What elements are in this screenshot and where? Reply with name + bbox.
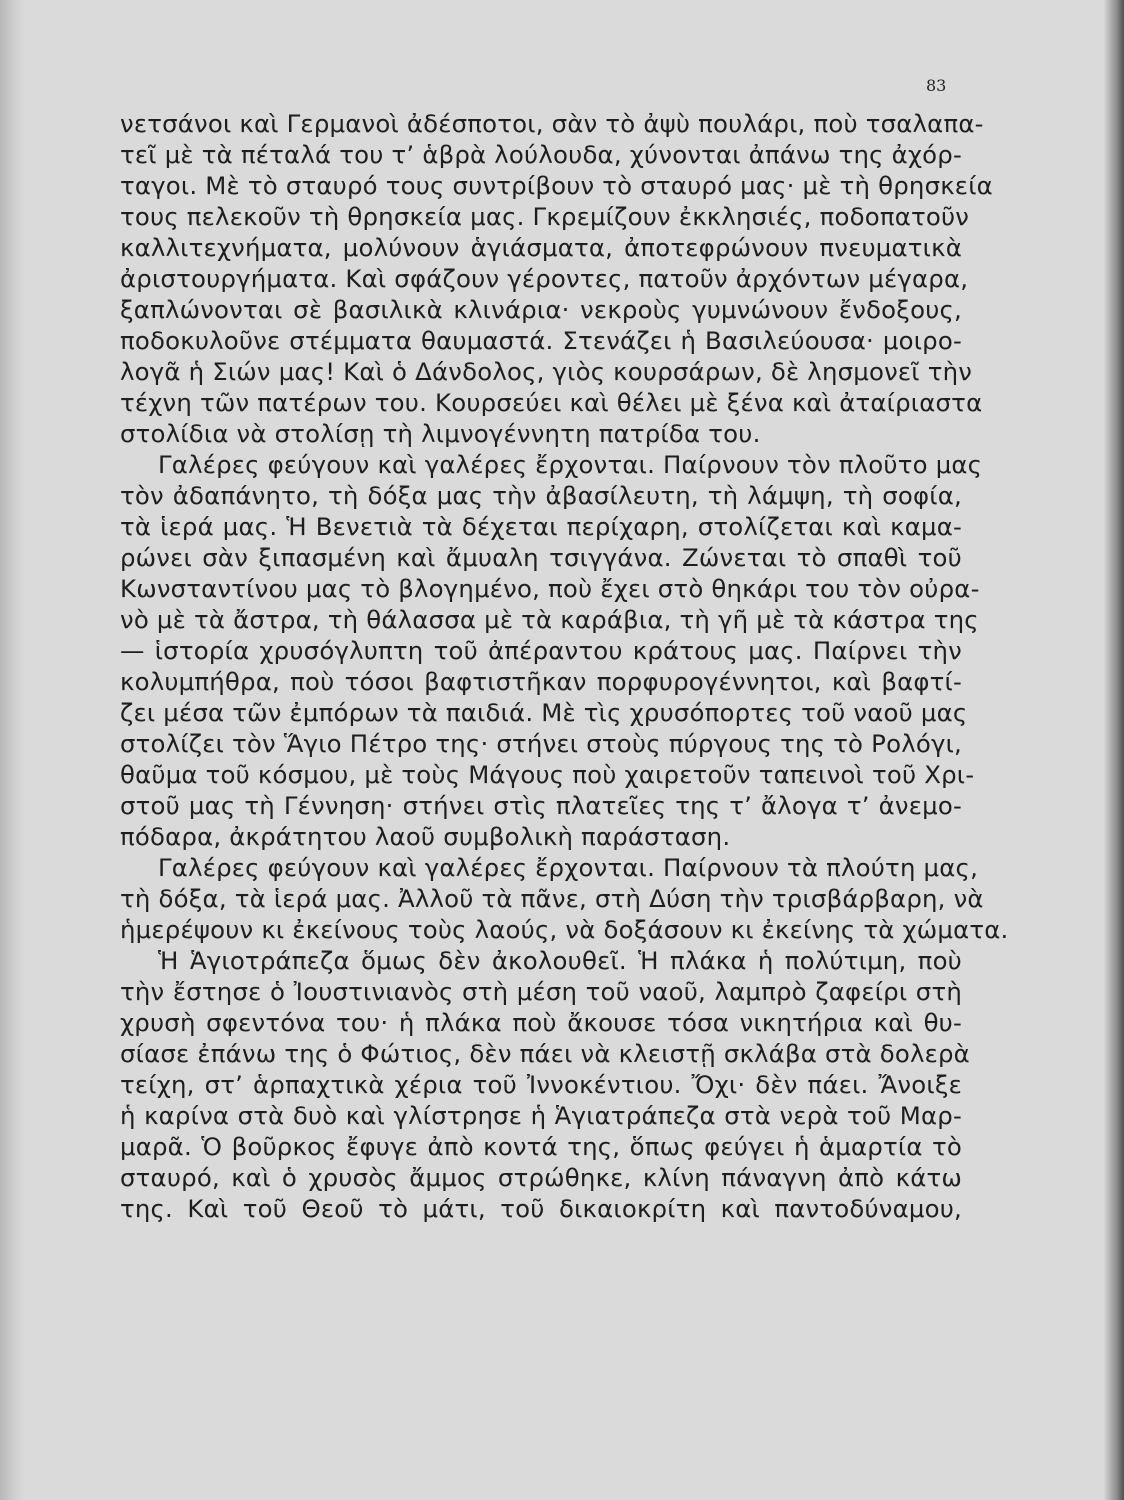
paragraph-1 [120, 108, 993, 449]
text-line: νὸ μὲ τὰ ἄστρα, τὴ θάλασσα μὲ τὰ καράβια, τὴ γῆ μὲ τὰ κάστρα της [120, 605, 979, 634]
text-line: — ἱστορία χρυσόγλυπτη τοῦ ἀπέραντου κράτους μας. Παίρνει τὴν [120, 636, 962, 665]
page-edge-shadow [1104, 0, 1124, 1500]
text-line: ποδοκυλοῦνε στέμματα θαυμαστά. Στενάζει ἡ Βασιλεύουσα· μοιρο- [120, 326, 962, 355]
text-line: λογᾶ ἡ Σιών μας! Καὶ ὁ Δάνδολος, γιὸς κουρσάρων, δὲ λησμονεῖ τὴν [120, 357, 973, 386]
text-line: πόδαρα, ἀκράτητου λαοῦ συμβολικὴ παράσταση. [120, 822, 731, 851]
paragraph-2 [120, 449, 983, 852]
text-line: ζει μέσα τῶν ἐμπόρων τὰ παιδιά. Μὲ τὶς χρυσόπορτες τοῦ ναοῦ μας [120, 698, 968, 727]
text-line: σίασε ἐπάνω της ὁ Φώτιος, δὲν πάει νὰ κλειστῇ σκλάβα στὰ δολερὰ [120, 1039, 970, 1068]
page-number: 83 [926, 76, 947, 95]
text-line: καλλιτεχνήματα, μολύνουν ἁγιάσματα, ἀποτεφρώνουν πνευματικὰ [120, 233, 962, 262]
text-line: ἀριστουργήματα. Καὶ σφάζουν γέροντες, πατοῦν ἀρχόντων μέγαρα, [120, 264, 969, 293]
text-line: τείχη, στ’ ἁρπαχτικὰ χέρια τοῦ Ἰννοκέντιου. Ὄχι· δὲν πάει. Ἄνοιξε [120, 1070, 962, 1099]
text-line: στοῦ μας τὴ Γέννηση· στήνει στὶς πλατεῖες της τ’ ἄλογα τ’ ἀνεμο- [120, 791, 962, 820]
body-text [120, 108, 1009, 1224]
text-line: ἡ καρίνα στὰ δυὸ καὶ γλίστρησε ἡ Ἁγιατράπεζα στὰ νερὰ τοῦ Μαρ- [120, 1101, 962, 1130]
text-line: ξαπλώνονται σὲ βασιλικὰ κλινάρια· νεκροὺς γυμνώνουν ἔνδοξους, [120, 295, 962, 324]
text-line: κολυμπήθρα, ποὺ τόσοι βαφτιστῆκαν πορφυρογέννητοι, καὶ βαφτί- [120, 667, 962, 696]
text-line: θαῦμα τοῦ κόσμου, μὲ τοὺς Μάγους ποὺ χαιρετοῦν ταπεινοὶ τοῦ Χρι- [120, 760, 975, 789]
text-line: Γαλέρες φεύγουν καὶ γαλέρες ἔρχονται. Παίρνουν τὰ πλούτη μας, [158, 853, 979, 882]
paragraph-3 [120, 852, 1009, 945]
text-line: χρυσὴ σφεντόνα του· ἡ πλάκα ποὺ ἄκουσε τόσα νικητήρια καὶ θυ- [120, 1008, 962, 1037]
paragraph-4 [120, 945, 970, 1224]
text-line: ρώνει σὰν ξιπασμένη καὶ ἄμυαλη τσιγγάνα. Ζώνεται τὸ σπαθὶ τοῦ [120, 543, 962, 572]
text-line: νετσάνοι καὶ Γερμανοὶ ἀδέσποτοι, σὰν τὸ ἀψὺ πουλάρι, ποὺ τσαλαπα- [120, 109, 984, 138]
page-gutter-shadow [0, 0, 26, 1500]
text-line: Κωνσταντίνου μας τὸ βλογημένο, ποὺ ἔχει στὸ θηκάρι του τὸν οὐρα- [120, 574, 980, 603]
text-line: τέχνη τῶν πατέρων του. Κουρσεύει καὶ θέλει μὲ ξένα καὶ ἀταίριαστα [120, 388, 983, 417]
text-line: τεῖ μὲ τὰ πέταλά του τ’ ἁβρὰ λούλουδα, χύνονται ἀπάνω της ἀχόρ- [120, 140, 962, 169]
text-line: στολίδια νὰ στολίσῃ τὴ λιμνογέννητη πατρίδα του. [120, 419, 761, 448]
text-line: Γαλέρες φεύγουν καὶ γαλέρες ἔρχονται. Παίρνουν τὸν πλοῦτο μας [158, 450, 983, 479]
text-line: τους πελεκοῦν τὴ θρησκεία μας. Γκρεμίζουν ἐκκλησιές, ποδοπατοῦν [120, 202, 970, 231]
text-line: ἡμερέψουν κι ἐκείνους τοὺς λαούς, νὰ δοξάσουν κι ἐκείνης τὰ χώματα. [120, 915, 1009, 944]
text-line: τὰ ἱερά μας. Ἡ Βενετιὰ τὰ δέχεται περίχαρη, στολίζεται καὶ καμα- [120, 512, 962, 541]
text-line: τὴν ἔστησε ὁ Ἰουστινιανὸς στὴ μέση τοῦ ναοῦ, λαμπρὸ ζαφείρι στὴ [120, 977, 962, 1006]
text-line: μαρᾶ. Ὁ βοῦρκος ἔφυγε ἀπὸ κοντά της, ὅπως φεύγει ἡ ἁμαρτία τὸ [120, 1132, 962, 1161]
text-line: Ἡ Ἁγιοτράπεζα ὅμως δὲν ἀκολουθεῖ. Ἡ πλάκα ἡ πολύτιμη, ποὺ [158, 946, 962, 975]
text-line: στολίζει τὸν Ἅγιο Πέτρο της· στήνει στοὺς πύργους της τὸ Ρολόγι, [120, 729, 962, 758]
text-line: τὴ δόξα, τὰ ἱερά μας. Ἀλλοῦ τὰ πᾶνε, στὴ Δύση τὴν τρισβάρβαρη, νὰ [120, 884, 984, 913]
text-line: τὸν ἀδαπάνητο, τὴ δόξα μας τὴν ἀβασίλευτη, τὴ λάμψη, τὴ σοφία, [120, 481, 962, 510]
text-line: της. Καὶ τοῦ Θεοῦ τὸ μάτι, τοῦ δικαιοκρίτη καὶ παντοδύναμου, [120, 1194, 962, 1223]
text-line: σταυρό, καὶ ὁ χρυσὸς ἄμμος στρώθηκε, κλίνη πάναγνη ἀπὸ κάτω [120, 1163, 962, 1192]
text-line: ταγοι. Μὲ τὸ σταυρό τους συντρίβουν τὸ σταυρό μας· μὲ τὴ θρησκεία [120, 171, 993, 200]
